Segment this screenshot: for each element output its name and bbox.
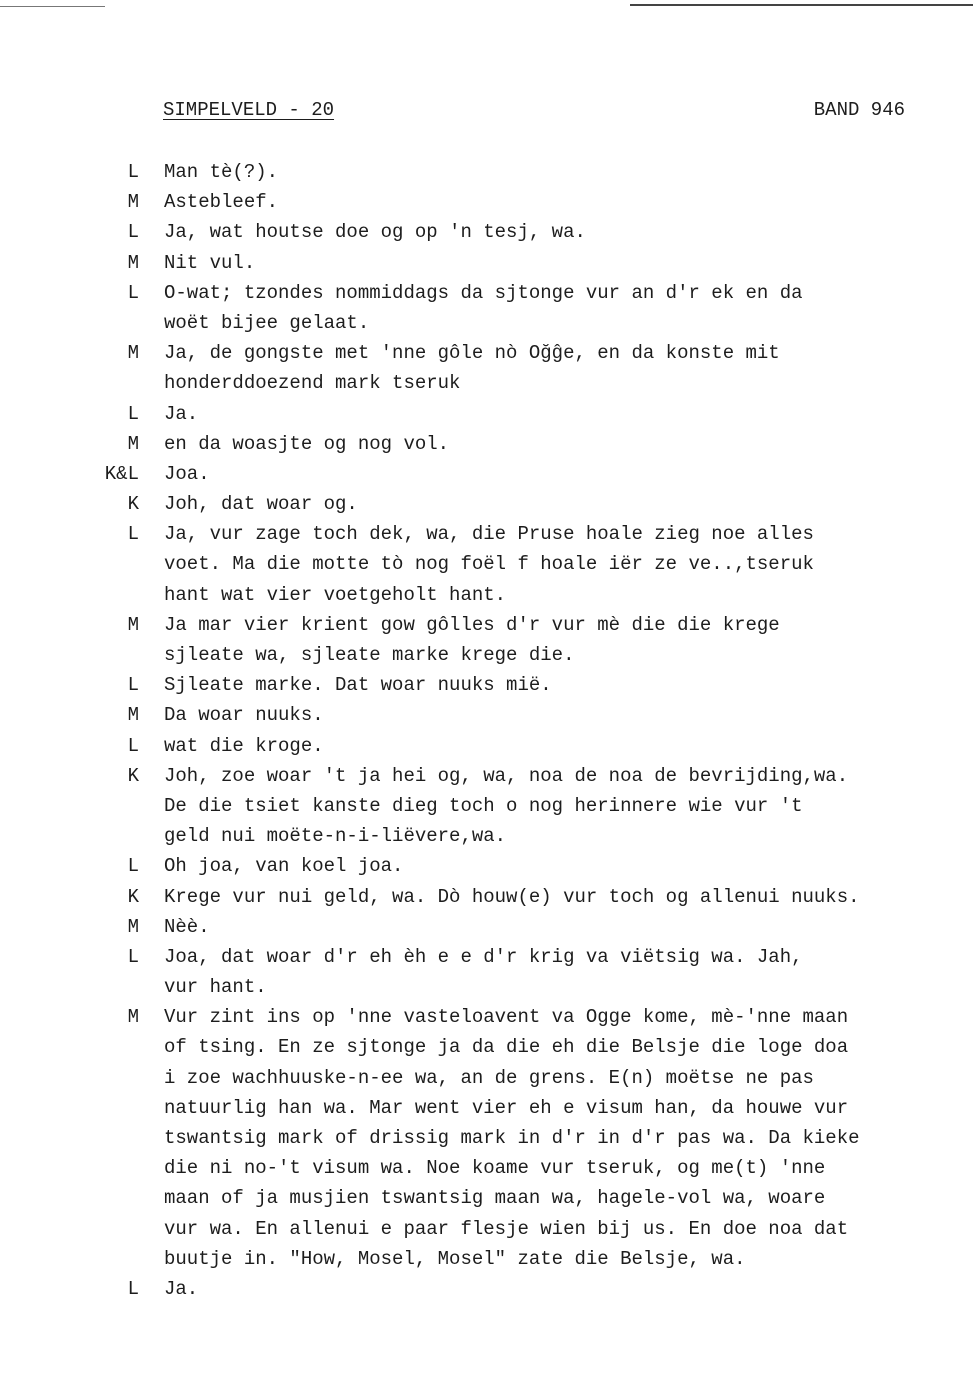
speaker-label: M — [127, 342, 139, 365]
utterance-line: hant wat vier voetgeholt hant. — [164, 583, 507, 606]
speaker-label: L — [127, 945, 139, 968]
dialogue-turn — [0, 157, 973, 187]
utterance-text — [164, 187, 934, 217]
utterance-line: Joa, dat woar d'r eh èh e e d'r krig va viëtsig wa. Jah, — [164, 945, 803, 968]
utterance-line: buutje in. "How, Mosel, Mosel" zate die Belsje, wa. — [164, 1247, 746, 1270]
utterance-text — [164, 1274, 934, 1304]
utterance-text — [164, 399, 934, 429]
dialogue-turn — [0, 912, 973, 942]
utterance-line: geld nui moëte-n-i-liëvere,wa. — [164, 825, 507, 848]
top-right-rule — [630, 4, 973, 6]
utterance-text — [164, 761, 934, 852]
utterance-line: voet. Ma die motte tò nog foël f hoale iër ze ve..,tseruk — [164, 553, 814, 576]
utterance-text — [164, 882, 934, 912]
speaker-label: M — [127, 613, 139, 636]
utterance-text — [164, 248, 934, 278]
dialogue-turn — [0, 700, 973, 730]
utterance-text — [164, 217, 934, 247]
utterance-line: Nit vul. — [164, 251, 256, 274]
page-header — [163, 97, 905, 123]
utterance-line: Ja, wat houtse doe og op 'n tesj, wa. — [164, 221, 586, 244]
utterance-line: vur wa. En allenui e paar flesje wien bij us. En doe noa dat — [164, 1217, 849, 1240]
speaker-label: L — [127, 734, 139, 757]
dialogue-turn — [0, 519, 973, 610]
utterance-line: of tsing. En ze sjtonge ja da die eh die Belsje die loge doa — [164, 1036, 849, 1059]
speaker-label: L — [127, 1277, 139, 1300]
dialogue-turn — [0, 248, 973, 278]
utterance-text — [164, 851, 934, 881]
dialogue-turn — [0, 882, 973, 912]
utterance-text — [164, 519, 934, 610]
utterance-line: De die tsiet kanste dieg toch o nog herinnere wie vur 't — [164, 794, 803, 817]
utterance-line: Sjleate marke. Dat woar nuuks mië. — [164, 674, 552, 697]
utterance-text — [164, 700, 934, 730]
utterance-text — [164, 1002, 934, 1274]
utterance-text — [164, 912, 934, 942]
dialogue-turn — [0, 761, 973, 852]
speaker-label: L — [127, 281, 139, 304]
utterance-text — [164, 731, 934, 761]
speaker-label: K — [127, 493, 139, 516]
utterance-line: vur hant. — [164, 976, 267, 999]
speaker-label: L — [127, 402, 139, 425]
utterance-line: Krege vur nui geld, wa. Dò houw(e) vur toch og allenui nuuks. — [164, 885, 860, 908]
speaker-label: K — [127, 764, 139, 787]
utterance-line: maan of ja musjien tswantsig maan wa, hagele-vol wa, woare — [164, 1187, 826, 1210]
utterance-text — [164, 429, 934, 459]
utterance-line: wat die kroge. — [164, 734, 324, 757]
utterance-line: tswantsig mark of drissig mark in d'r in d'r pas wa. Da kieke — [164, 1127, 860, 1149]
utterance-text — [164, 942, 934, 1002]
speaker-label: L — [127, 161, 139, 183]
dialogue-turn — [0, 429, 973, 459]
speaker-label: M — [127, 915, 139, 938]
utterance-line: Joh, dat woar og. — [164, 493, 358, 516]
utterance-line: Man tè(?). — [164, 161, 279, 183]
utterance-line: Oh joa, van koel joa. — [164, 855, 404, 878]
dialogue-turn — [0, 731, 973, 761]
dialogue-turn — [0, 942, 973, 1002]
utterance-text — [164, 670, 934, 700]
utterance-line: Joa. — [164, 462, 210, 485]
utterance-line: Vur zint ins op 'nne vasteloavent va Ogge kome, mè-'nne maan — [164, 1006, 849, 1029]
page-title: SIMPELVELD - 20 — [163, 99, 335, 121]
dialogue-turn — [0, 278, 973, 338]
speaker-label: M — [127, 704, 139, 727]
speaker-label: L — [127, 221, 139, 244]
utterance-text — [164, 610, 934, 670]
speaker-label: M — [127, 432, 139, 455]
utterance-line: Ja, vur zage toch dek, wa, die Pruse hoale zieg noe alles — [164, 523, 814, 546]
speaker-label: L — [127, 674, 139, 697]
speaker-label: K&L — [104, 462, 139, 485]
utterance-line: die ni no-'t visum wa. Noe koame vur tseruk, og me(t) 'nne — [164, 1157, 826, 1180]
dialogue-turn — [0, 851, 973, 881]
utterance-line: Joh, zoe woar 't ja hei og, wa, noa de noa de bevrijding,wa. — [164, 764, 849, 787]
speaker-label: L — [127, 523, 139, 546]
speaker-label: K — [127, 885, 139, 908]
utterance-text — [164, 489, 934, 519]
utterance-line: Ja, de gongste met 'nne gôle nò Oğĝe, en da konste mit — [164, 342, 780, 365]
utterance-text — [164, 459, 934, 489]
dialogue-turn — [0, 399, 973, 429]
speaker-label: M — [127, 1006, 139, 1029]
speaker-label: M — [127, 191, 139, 214]
utterance-text — [164, 338, 934, 398]
band-number: BAND 946 — [813, 99, 905, 121]
utterance-line: O-wat; tzondes nommiddags da sjtonge vur an d'r ek en da — [164, 281, 803, 304]
utterance-text — [164, 278, 934, 338]
utterance-line: Nèè. — [164, 915, 210, 938]
dialogue-turn — [0, 610, 973, 670]
dialogue-turn — [0, 670, 973, 700]
dialogue-turn — [0, 338, 973, 398]
speaker-label: M — [127, 251, 139, 274]
top-left-rule — [0, 6, 105, 7]
transcript-dialogue — [0, 157, 973, 1304]
speaker-label: L — [127, 855, 139, 878]
utterance-line: i zoe wachhuuske-n-ee wa, an de grens. E(n) moëtse ne pas — [164, 1066, 814, 1089]
utterance-line: woët bijee gelaat. — [164, 311, 370, 334]
utterance-line: Astebleef. — [164, 191, 279, 214]
dialogue-turn — [0, 489, 973, 519]
dialogue-turn — [0, 1274, 973, 1304]
utterance-line: en da woasjte og nog vol. — [164, 432, 450, 455]
dialogue-turn — [0, 459, 973, 489]
dialogue-turn — [0, 217, 973, 247]
utterance-line: sjleate wa, sjleate marke krege die. — [164, 644, 575, 666]
utterance-line: Da woar nuuks. — [164, 704, 324, 727]
utterance-line: Ja. — [164, 402, 199, 425]
utterance-line: natuurlig han wa. Mar went vier eh e visum han, da houwe vur — [164, 1096, 849, 1119]
dialogue-turn — [0, 1002, 973, 1274]
dialogue-turn — [0, 187, 973, 217]
utterance-line: honderddoezend mark tseruk — [164, 372, 461, 395]
utterance-line: Ja. — [164, 1277, 199, 1300]
utterance-line: Ja mar vier krient gow gôlles d'r vur mè die die krege — [164, 613, 780, 636]
utterance-text — [164, 157, 934, 187]
